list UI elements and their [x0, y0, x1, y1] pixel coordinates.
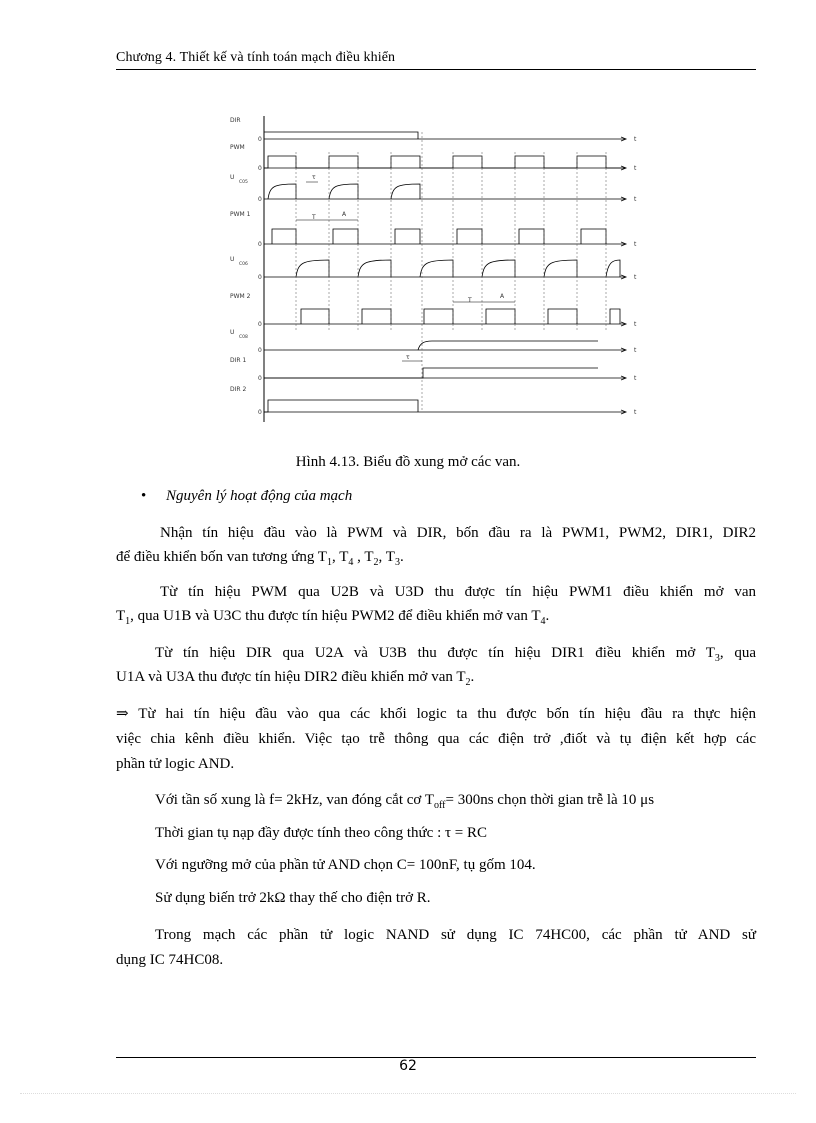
pwm1-pulse — [457, 229, 482, 244]
page-bottom-border — [20, 1093, 796, 1094]
time-axis-label: t — [634, 165, 637, 172]
pwm1-pulse — [333, 229, 358, 244]
pwm2-pulse — [610, 309, 620, 324]
paragraph-9-line-1: Trong mạch các phần tử logic NAND sử dụng IC 74HC00, các phần tử AND sử — [155, 927, 756, 943]
uc05-waveform — [268, 184, 296, 199]
uc06-waveform — [358, 260, 391, 277]
pwm2-pulse — [362, 309, 391, 324]
paragraph-4-line-2: việc chia kênh điều khiển. Việc tạo trễ thông qua các điện trở ,điốt và tụ điện kết hợp các — [116, 731, 756, 747]
paragraph-7: Với ngưỡng mở của phần tử AND chọn C= 100nF, tụ gốm 104. — [155, 857, 536, 873]
page-header: Chương 4. Thiết kế và tính toán mạch điều khiển — [116, 50, 396, 65]
signal-label: DIR — [230, 117, 241, 124]
header-rule — [116, 69, 756, 70]
pwm2-pulse — [424, 309, 453, 324]
pwm1-pulse — [519, 229, 544, 244]
uc06-waveform — [544, 260, 577, 277]
dir-waveform — [264, 132, 418, 139]
dir2-waveform — [264, 400, 418, 412]
uc06-waveform — [296, 260, 329, 277]
dir1-waveform — [264, 368, 598, 378]
pwm2-pulse — [301, 309, 329, 324]
time-axis-label: t — [634, 347, 637, 354]
signal-label-subscript: C08 — [239, 335, 248, 340]
zero-label: 0 — [258, 136, 262, 143]
time-axis-label: t — [634, 321, 637, 328]
uc05-waveform — [391, 184, 420, 199]
zero-label: 0 — [258, 409, 262, 416]
zero-label: 0 — [258, 241, 262, 248]
paragraph-4-line-1: ⇒ Từ hai tín hiệu đầu vào qua các khối logic ta thu được bốn tín hiệu đầu ra thực hiện — [116, 706, 756, 722]
time-axis-label: t — [634, 409, 637, 416]
time-axis-label: t — [634, 274, 637, 281]
time-axis-label: t — [634, 196, 637, 203]
paragraph-3-line-2: U1A và U3A thu được tín hiệu DIR2 điều khiển mở van $T_2$. — [116, 669, 475, 688]
timing-diagram — [222, 112, 642, 430]
section-heading-text: Nguyên lý hoạt động của mạch — [166, 488, 353, 504]
page-number: 62 — [399, 1058, 417, 1074]
pwm1-pulse — [581, 229, 606, 244]
zero-label: 0 — [258, 274, 262, 281]
uc06-waveform — [482, 260, 515, 277]
pulse-annotation: A — [342, 211, 347, 218]
pwm1-pulse — [395, 229, 420, 244]
zero-label: 0 — [258, 375, 262, 382]
uc05-waveform — [329, 184, 358, 199]
signal-label: U — [230, 256, 235, 263]
tau-annotation: τ — [406, 354, 410, 361]
uc08-waveform — [418, 341, 598, 350]
signal-label: DIR 1 — [230, 357, 247, 364]
paragraph-8: Sử dụng biến trở 2kΩ thay thế cho điện trở R. — [155, 890, 431, 906]
signal-label-subscript: C05 — [239, 180, 248, 185]
time-axis-label: t — [634, 375, 637, 382]
tau-annotation: τ — [312, 174, 316, 181]
paragraph-5: Với tần số xung là f= 2kHz, van đóng cắt cơ $T_{off}= 300ns$ chọn thời gian trễ là 10 μs — [155, 792, 655, 811]
pwm2-pulse — [548, 309, 577, 324]
time-axis-label: t — [634, 241, 637, 248]
pulse-annotation: A — [500, 293, 505, 300]
paragraph-3-line-1: Từ tín hiệu DIR qua U2A và U3B thu được tín hiệu DIR1 điều khiển mở $T_3$, qua — [155, 645, 756, 664]
paragraph-9-line-2: dụng IC 74HC08. — [116, 952, 224, 968]
pwm-waveform — [264, 156, 626, 168]
signal-label: PWM 1 — [230, 211, 251, 218]
bullet-icon: • — [141, 488, 147, 504]
signal-label: PWM — [230, 144, 245, 151]
signal-label: U — [230, 174, 235, 181]
pwm1-pulse — [272, 229, 296, 244]
uc06-waveform — [420, 260, 453, 277]
zero-label: 0 — [258, 196, 262, 203]
period-annotation: T — [312, 214, 316, 221]
timing-diagram-svg — [222, 112, 642, 430]
time-axis-label: t — [634, 136, 637, 143]
signal-label: PWM 2 — [230, 293, 251, 300]
paragraph-2-line-2: $T_1$, qua U1B và U3C thu được tín hiệu PWM2 để điều khiển mở van $T_4$. — [116, 608, 550, 627]
zero-label: 0 — [258, 321, 262, 328]
period-annotation: T — [468, 297, 472, 304]
signal-label: DIR 2 — [230, 386, 247, 393]
figure-caption: Hình 4.13. Biểu đồ xung mở các van. — [295, 454, 521, 470]
paragraph-1-line-1: Nhận tín hiệu đầu vào là PWM và DIR, bốn đầu ra là PWM1, PWM2, DIR1, DIR2 — [160, 525, 756, 541]
paragraph-2-line-1: Từ tín hiệu PWM qua U2B và U3D thu được tín hiệu PWM1 điều khiển mở van — [160, 584, 756, 600]
signal-label: U — [230, 329, 235, 336]
pwm2-pulse — [486, 309, 515, 324]
paragraph-1-line-2: để điều khiển bốn van tương ứng $T_1$, $T_4$ , $T_2$, $T_3$. — [116, 549, 404, 568]
zero-label: 0 — [258, 165, 262, 172]
paragraph-4-line-3: phần tử logic AND. — [116, 756, 235, 772]
signal-label-subscript: C06 — [239, 262, 248, 267]
zero-label: 0 — [258, 347, 262, 354]
paragraph-6: Thời gian tụ nạp đầy được tính theo công thức : τ = RC — [155, 825, 487, 841]
uc06-waveform — [606, 260, 620, 277]
